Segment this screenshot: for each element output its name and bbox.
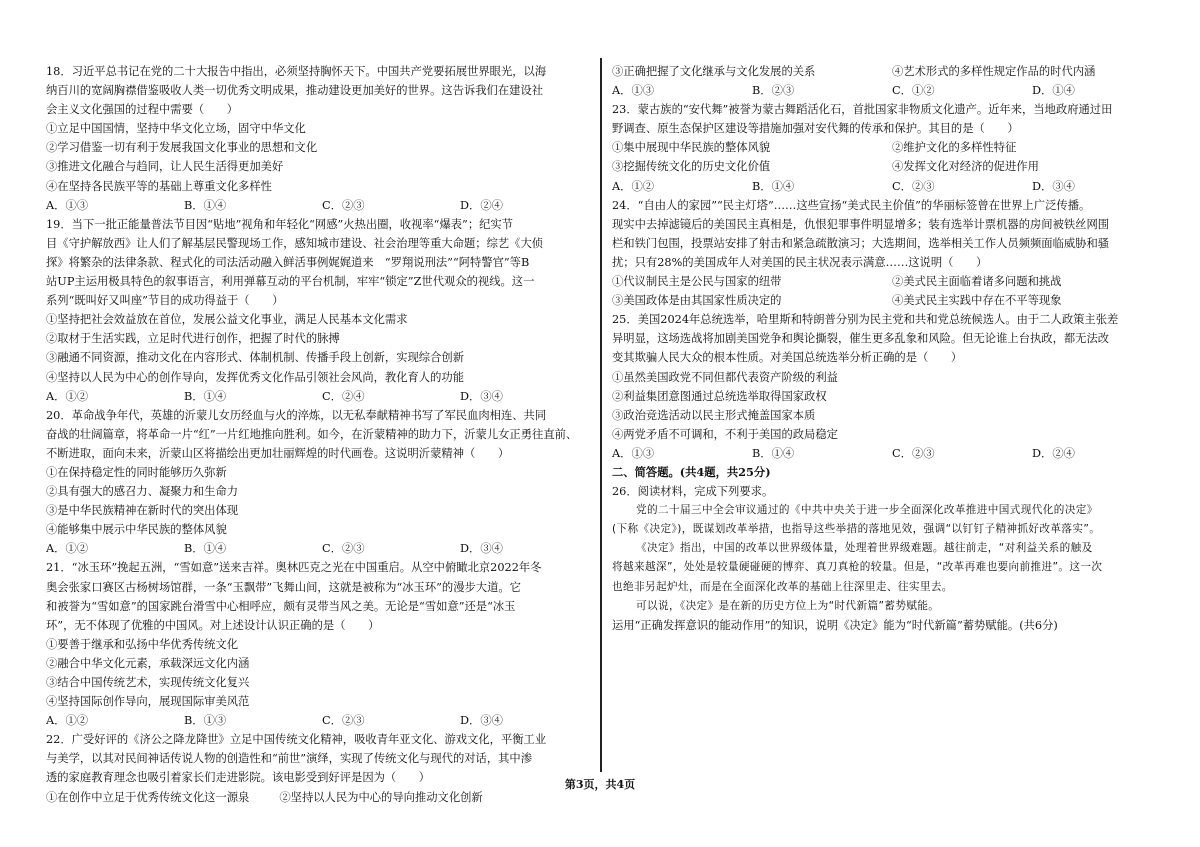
answer-option: D．②④ [460, 198, 503, 212]
statement: ②坚持以人民为中心的导向推动文化创新 [279, 790, 483, 804]
question-text: ③是中华民族精神在新时代的突出体现 [46, 504, 239, 518]
answer-option: C．②④ [322, 389, 365, 403]
question-text: 19．当下一批正能量普法节目因“贴地”视角和年轻化“网感”火热出圈，收视率“爆表”；纪实节 [46, 217, 514, 231]
question-text: 目《守护解放西》让人们了解基层民警现场工作，感知城市建设、社会治理等重大命题；综艺《大侦 [46, 236, 544, 250]
statement: ③正确把握了文化继承与文化发展的关系 [612, 65, 816, 78]
question-text: 变其欺骗人民大众的根本性质。对美国总统选举分析正确的是（ ） [612, 351, 963, 365]
statement: ③美国政体是由其国家性质决定的 [612, 294, 782, 308]
question-text: 奋战的壮阔篇章，将革命一片“红”一片红地推向胜利。如今，在沂蒙精神的助力下，沂蒙儿女正勇往直前、 [46, 427, 578, 441]
question-text: 异明显，这场选战将加剧美国党争和舆论撕裂，催生更多乱象和风险。但无论谁上台执政，都无法改 [612, 332, 1110, 346]
answer-option: A．①② [46, 714, 89, 728]
answer-option: A．①③ [612, 446, 655, 460]
answer-options [46, 711, 598, 730]
page-footer: 第3页，共4页 [564, 778, 636, 791]
statement: ②维护文化的多样性特征 [892, 141, 1017, 155]
question-text: ③推进文化融合与趋同，让人民生活得更加美好 [46, 160, 284, 174]
question-text: 22．广受好评的《济公之降龙降世》立足中国传统文化精神，吸收青年亚文化、游戏文化，平衡工业 [46, 733, 547, 747]
question-text: ②学习借鉴一切有利于发展我国文化事业的思想和文化 [46, 141, 318, 155]
question-text: 野调查、原生态保护区建设等措施加强对安代舞的传承和保护。其目的是（ ） [612, 122, 1019, 136]
question-text: 21．“冰玉环”挽起五洲，“雪如意”送来吉祥。奥林匹克之光在中国重启。从空中俯瞰北京2022年冬 [46, 561, 542, 575]
question-text: ③结合中国传统艺术，实现传统文化复兴 [46, 676, 250, 689]
left-column [46, 62, 598, 807]
question-text: ①立足中国国情，坚持中华文化立场，固守中华文化 [46, 122, 306, 136]
answer-option: C．②③ [892, 446, 935, 460]
statement: ①代议制民主是公民与国家的纽带 [612, 275, 782, 289]
question-text: ④两党矛盾不可调和，不利于美国的政局稳定 [612, 427, 838, 441]
statement-pair [612, 62, 1172, 81]
question-text: ①要善于继承和弘扬中华优秀传统文化 [46, 637, 239, 651]
statement: ④美式民主实践中存在不平等现象 [892, 294, 1062, 308]
question-text: 26．阅读材料，完成下列要求。 [612, 485, 774, 499]
question-text: 18．习近平总书记在党的二十大报告中指出，必须坚持胸怀天下。中国共产党要拓展世界眼光，以海 [46, 65, 547, 78]
question-text: 会主义文化强国的过程中需要（ ） [46, 103, 239, 117]
answer-option: A．①② [46, 542, 89, 556]
question-text: 与美学，以其对民间神话传说人物的创造性和“前世”演绎，实现了传统文化与现代的对话，其中渗 [46, 752, 533, 766]
question-text: ④坚持以人民为中心的创作导向，发挥优秀文化作品引领社会风尚，教化育人的功能 [46, 370, 464, 384]
answer-option: A．①③ [46, 198, 89, 212]
material-text: 也绝非另起炉灶，而是在全面深化改革的基础上往深里走、往实里去。 [612, 580, 953, 593]
question-text: 环”，无不体现了优雅的中国风。对上述设计认识正确的是（ ） [46, 618, 380, 632]
answer-option: A．①② [46, 389, 89, 403]
section-heading: 二、简答题。(共4题，共25分) [612, 464, 771, 479]
question-text: 23．蒙古族的“安代舞”被誉为蒙古舞蹈活化石，首批国家非物质文化遗产。近年来，当地政府通过田 [612, 103, 1113, 117]
question-text: 栏和铁门包围，投票站安排了射击和紧急疏散演习；大选期间，选举相关工作人员频频面临威胁和骚 [612, 236, 1110, 250]
answer-option: C．②③ [322, 542, 365, 556]
question-text: ①在保持稳定性的同时能够历久弥新 [46, 465, 227, 479]
question-text: ①虽然美国政党不同但都代表资产阶级的利益 [612, 370, 838, 384]
question-text: 站UP主运用极具特色的叙事语言，利用弹幕互动的平台机制，牢牢“锁定”Z世代观众的视线。这一 [46, 275, 535, 289]
answer-option: B．①④ [184, 389, 227, 403]
answer-option: A．①③ [612, 84, 655, 98]
answer-option: D．③④ [460, 389, 503, 403]
question-text: 纳百川的宽阔胸襟借鉴吸收人类一切优秀文明成果，推动建设更加美好的世界。这告诉我们在建设社 [46, 84, 544, 98]
answer-option: C．②③ [322, 198, 365, 212]
answer-options [46, 539, 598, 558]
question-text: 扰；只有28%的美国成年人对美国的民主状况表示满意……这说明（ ） [612, 255, 988, 269]
question-text: 24．“自由人的家园”“民主灯塔”……这些宣扬“美式民主价值”的华丽标签曾在世界上广泛传播。 [612, 198, 1091, 212]
answer-options [46, 196, 598, 215]
question-text: ③融通不同资源，推动文化在内容形式、体制机制、传播手段上创新，实现综合创新 [46, 351, 464, 365]
answer-options [612, 444, 1172, 463]
question-text: 和被誉为“雪如意”的国家跳台滑雪中心相呼应，颇有灵带当风之美。无论是“雪如意”还是“冰玉 [46, 599, 516, 613]
answer-options [612, 177, 1172, 196]
question-text: 20．革命战争年代，英雄的沂蒙儿女历经血与火的淬炼，以无私奉献精神书写了军民血肉相连、共同 [46, 408, 547, 422]
statement: ②美式民主面临着诸多问题和挑战 [892, 275, 1062, 289]
answer-option: D．③④ [460, 714, 503, 728]
answer-option: D．②④ [1032, 446, 1075, 460]
question-text: 25．美国2024年总统选举，哈里斯和特朗普分别为民主党和共和党总统候选人。由于二人政策主张差 [612, 313, 1119, 327]
statement-pair [612, 291, 1172, 310]
statement: ④发挥文化对经济的促进作用 [892, 160, 1039, 174]
statement-pair [612, 272, 1172, 291]
answer-options [612, 81, 1172, 100]
answer-option: B．①④ [184, 542, 227, 556]
material-text: 《决定》指出，中国的改革以世界级体量，处理着世界级难题。越往前走，“对利益关系的触及 [636, 542, 1093, 555]
statement-pair [612, 157, 1172, 176]
answer-option: B．②③ [752, 84, 795, 98]
question-text: 探》将繁杂的法律条款、程式化的司法活动融入鲜活事例娓娓道来 “罗翔说刑法”“阿特警官”等B [46, 255, 530, 269]
material-text: 可以说，《决定》是在新的历史方位上为“时代新篇”蓄势赋能。 [636, 599, 940, 612]
question-text: ①坚持把社会效益放在首位，发展公益文化事业，满足人民基本文化需求 [46, 313, 408, 327]
column-divider [600, 58, 602, 772]
statement: ④艺术形式的多样性规定作品的时代内涵 [892, 65, 1096, 78]
material-text: 将越来越深”，处处是较量硬碰硬的博弈、真刀真枪的较量。但是，“改革再难也要向前推进”。这一次 [612, 561, 1103, 574]
question-text: ②具有强大的感召力、凝聚力和生命力 [46, 485, 239, 499]
answer-option: D．③④ [460, 542, 503, 556]
statement: ①在创作中立足于优秀传统文化这一源泉 [46, 790, 250, 804]
question-text: 运用“正确发挥意识的能动作用”的知识，说明《决定》能为“时代新篇”蓄势赋能。(共6分) [612, 618, 1058, 632]
answer-option: C．②③ [322, 714, 365, 728]
answer-option: C．①② [892, 84, 935, 98]
question-text: ④在坚持各民族平等的基础上尊重文化多样性 [46, 179, 272, 193]
question-text: 系列“既叫好又叫座”节目的成功得益于（ ） [46, 294, 284, 308]
question-text: 不断进取，面向未来，沂蒙山区将描绘出更加壮丽辉煌的时代画卷。这说明沂蒙精神（ ） [46, 446, 510, 460]
question-text: ④坚持国际创作导向，展现国际审美风范 [46, 695, 250, 709]
question-text: 透的家庭教育理念也吸引着家长们走进影院。该电影受到好评是因为（ ） [46, 771, 431, 785]
statement: ③挖掘传统文化的历史文化价值 [612, 160, 771, 174]
question-text: 奥会张家口赛区古杨树场馆群，一条“玉飘带”飞舞山间，这就是被称为“冰玉环”的漫步大道。它 [46, 580, 521, 594]
answer-option: D．①④ [1032, 84, 1075, 98]
question-text: ③政治竞选活动以民主形式掩盖国家本质 [612, 408, 816, 422]
material-text: (下称《决定》)，既谋划改革举措，也指导这些举措的落地见效，强调“以钉钉子精神抓好改革落实”。 [612, 523, 1101, 536]
answer-option: B．①③ [184, 714, 227, 728]
answer-option: B．①④ [752, 179, 795, 193]
answer-option: B．①④ [184, 198, 227, 212]
statement: ①集中展现中华民族的整体风貌 [612, 141, 771, 155]
question-text: ②取材于生活实践，立足时代进行创作，把握了时代的脉搏 [46, 332, 340, 346]
question-text: ②融合中华文化元素，承载深远文化内涵 [46, 656, 250, 670]
question-text: ④能够集中展示中华民族的整体风貌 [46, 523, 227, 537]
statement-pair [612, 138, 1172, 157]
answer-option: D．③④ [1032, 179, 1075, 193]
answer-option: A．①② [612, 179, 655, 193]
question-text: ②利益集团意图通过总统选举取得国家政权 [612, 389, 827, 403]
answer-option: B．①④ [752, 446, 795, 460]
right-column [612, 62, 1172, 635]
question-text: 现实中去掉滤镜后的美国民主真相是，仇恨犯罪事件明显增多；装有选举计票机器的房间被铁丝网围 [612, 217, 1110, 231]
material-text: 党的二十届三中全会审议通过的《中共中央关于进一步全面深化改革推进中国式现代化的决定》 [636, 504, 1098, 517]
answer-options [46, 387, 598, 406]
answer-option: C．②③ [892, 179, 935, 193]
